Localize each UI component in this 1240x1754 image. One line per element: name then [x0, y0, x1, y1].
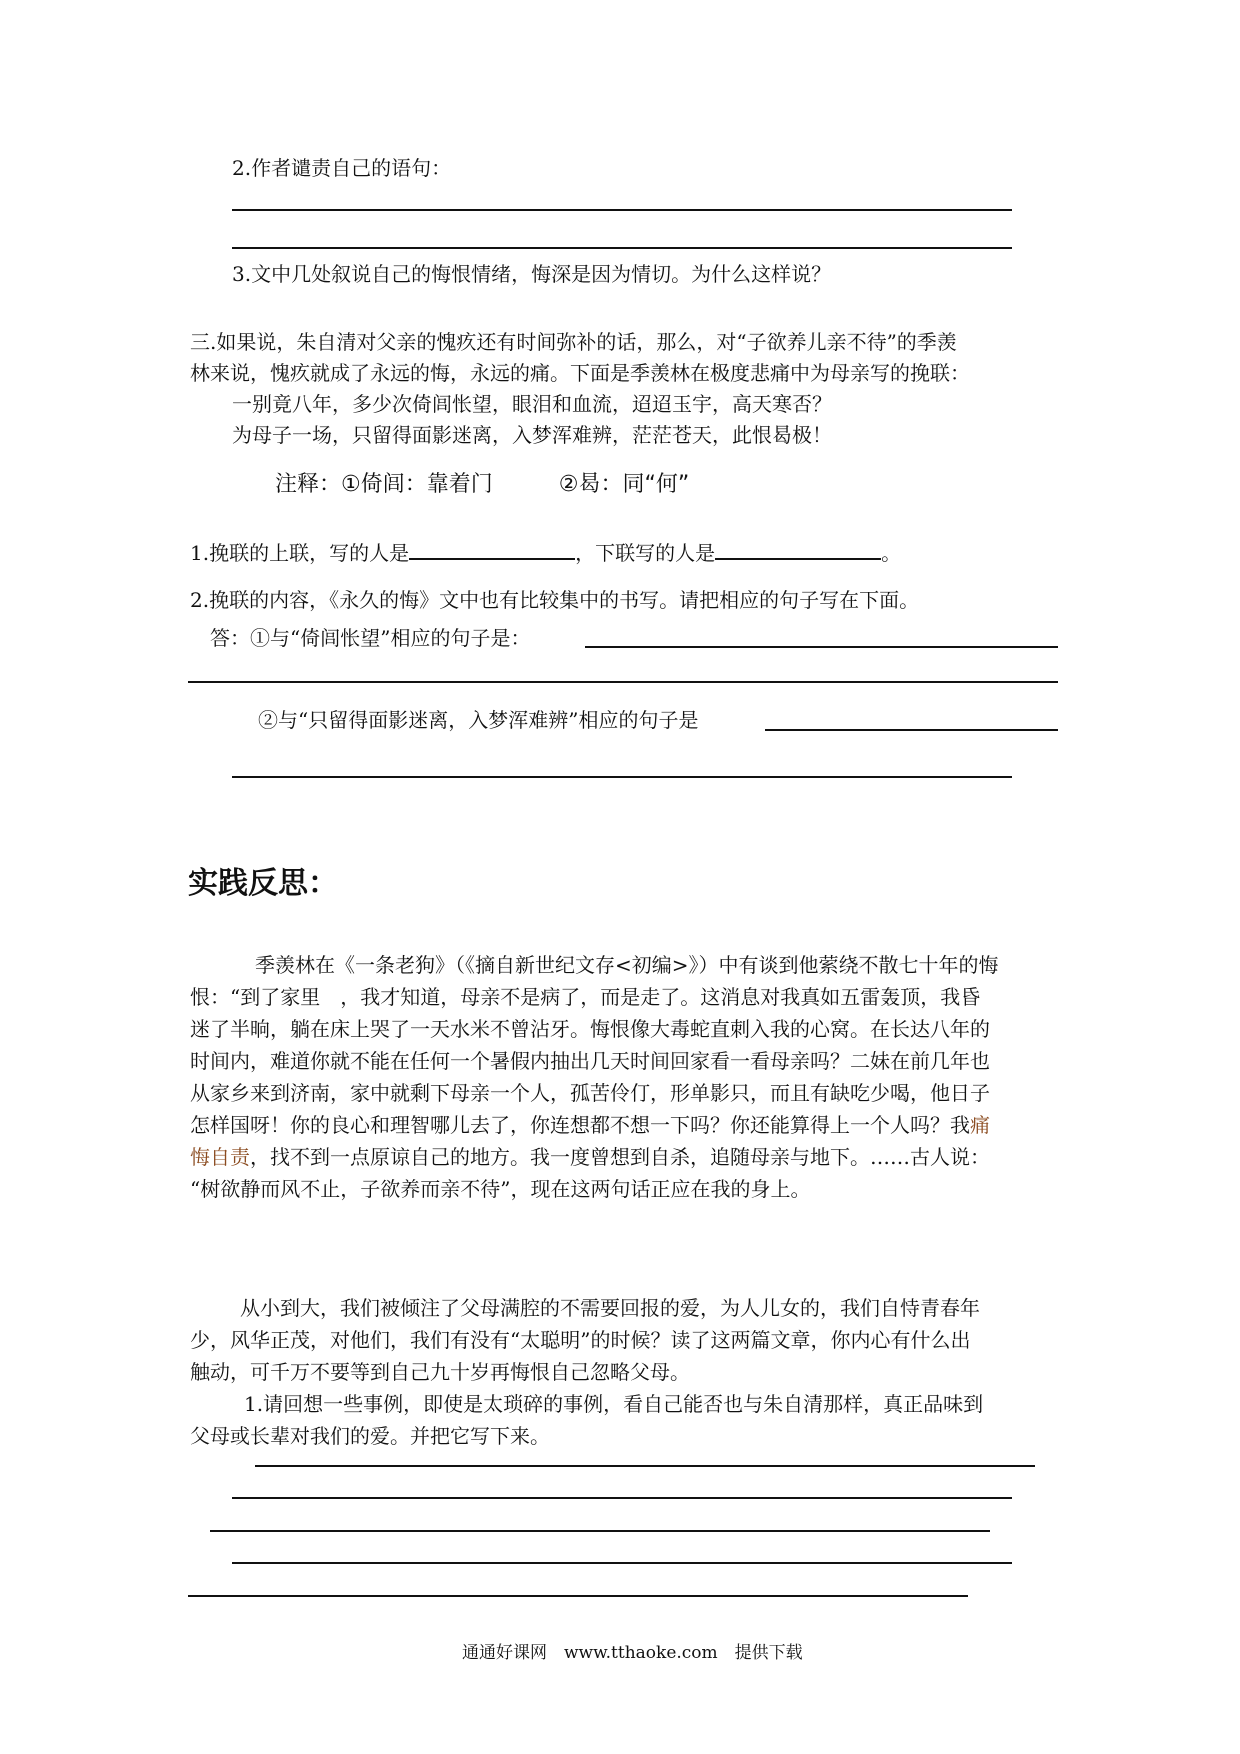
answer-2-label: ②与“只留得面影迷离，入梦浑难辨”相应的句子是 — [258, 708, 699, 732]
reflection-paragraph-line: 少，风华正茂，对他们，我们有没有“太聪明”的时候？读了这两篇文章，你内心有什么出 — [190, 1328, 971, 1352]
section-3-intro-line-2: 林来说，愧疚就成了永远的悔，永远的痛。下面是季羡林在极度悲痛中为母亲写的挽联： — [190, 361, 970, 385]
writing-line[interactable] — [255, 1465, 1035, 1467]
writing-task-line: 父母或长辈对我们的爱。并把它写下来。 — [190, 1424, 550, 1448]
reflection-heading: 实践反思： — [188, 866, 338, 901]
answer-blank-second-line-subject[interactable] — [715, 536, 881, 560]
answer-line[interactable] — [585, 646, 1058, 648]
question-1-text-b: ，下联写的人是 — [575, 541, 716, 565]
quote-paragraph-line: 恨：“到了家里 ，我才知道，母亲不是病了，而是走了。这消息对我真如五雷轰顶，我昏 — [190, 985, 981, 1009]
quote-paragraph-line: 时间内，难道你就不能在任何一个暑假内抽出几天时间回家看一看母亲吗？二妹在前几年也 — [190, 1049, 990, 1073]
quote-paragraph-line: 从家乡来到济南，家中就剩下母亲一个人，孤苦伶仃，形单影只，而且有缺吃少喝，他日子 — [190, 1081, 990, 1105]
quote-text: ，找不到一点原谅自己的地方。我一度曾想到自杀，追随母亲与地下。……古人说： — [250, 1145, 990, 1169]
writing-task-line: 1.请回想一些事例，即使是太琐碎的事例，看自己能否也与朱自清那样，真正品味到 — [244, 1392, 984, 1416]
quote-paragraph-line — [190, 1109, 990, 1141]
quote-paragraph-line: 季羡林在《一条老狗》（《摘自新世纪文存<初编>》）中有谈到他萦绕不散七十年的悔 — [255, 953, 999, 977]
question-1-couplet-subjects — [190, 536, 901, 569]
quote-text: 怎样国呀！你的良心和理智哪儿去了，你连想都不想一下吗？你还能算得上一个人吗？我 — [190, 1113, 970, 1137]
question-1-text-c: 。 — [881, 541, 902, 565]
question-2-corresponding-sentences: 2.挽联的内容，《永久的悔》文中也有比较集中的书写。请把相应的句子写在下面。 — [190, 588, 920, 612]
answer-line[interactable] — [232, 247, 1012, 249]
answer-line[interactable] — [188, 681, 1058, 683]
section-3-intro-line-1: 三.如果说，朱自清对父亲的愧疚还有时间弥补的话，那么，对“子欲养儿亲不待”的季羡 — [190, 330, 957, 354]
writing-line[interactable] — [232, 1562, 1012, 1564]
page-footer: 通通好课网 www.tthaoke.com 提供下载 — [462, 1643, 803, 1663]
annotation-note: 注释：①倚闾：靠着门 ②曷：同“何” — [275, 472, 690, 497]
highlighted-text: 痛 — [970, 1113, 990, 1137]
question-1-text-a: 1.挽联的上联，写的人是 — [190, 541, 410, 565]
elegiac-couplet-first-line: 一别竟八年，多少次倚闾怅望，眼泪和血流，迢迢玉宇，高天寒否？ — [232, 392, 832, 416]
question-3-regret: 3.文中几处叙说自己的悔恨情绪，悔深是因为情切。为什么这样说？ — [232, 262, 832, 286]
quote-paragraph-line: 迷了半晌，躺在床上哭了一天水米不曾沾牙。悔恨像大毒蛇直刺入我的心窝。在长达八年的 — [190, 1017, 990, 1041]
writing-line[interactable] — [232, 1497, 1012, 1499]
quote-paragraph-line: “树欲静而风不止，子欲养而亲不待”，现在这两句话正应在我的身上。 — [190, 1177, 811, 1201]
reflection-paragraph-line: 从小到大，我们被倾注了父母满腔的不需要回报的爱，为人儿女的，我们自恃青春年 — [240, 1296, 980, 1320]
reflection-paragraph-line: 触动，可千万不要等到自己九十岁再悔恨自己忽略父母。 — [190, 1360, 690, 1384]
answer-1-label: 答：①与“倚闾怅望”相应的句子是： — [210, 626, 531, 650]
answer-line[interactable] — [232, 209, 1012, 211]
quote-paragraph-line — [190, 1141, 990, 1173]
question-2-author-self-blame: 2.作者谴责自己的语句： — [232, 156, 452, 180]
answer-line[interactable] — [765, 729, 1058, 731]
elegiac-couplet-second-line: 为母子一场，只留得面影迷离，入梦浑难辨，茫茫苍天，此恨曷极！ — [232, 423, 832, 447]
writing-line[interactable] — [188, 1595, 968, 1597]
highlighted-text: 悔自责 — [190, 1145, 250, 1169]
answer-blank-first-line-subject[interactable] — [409, 536, 575, 560]
answer-line[interactable] — [232, 776, 1012, 778]
writing-line[interactable] — [210, 1530, 990, 1532]
